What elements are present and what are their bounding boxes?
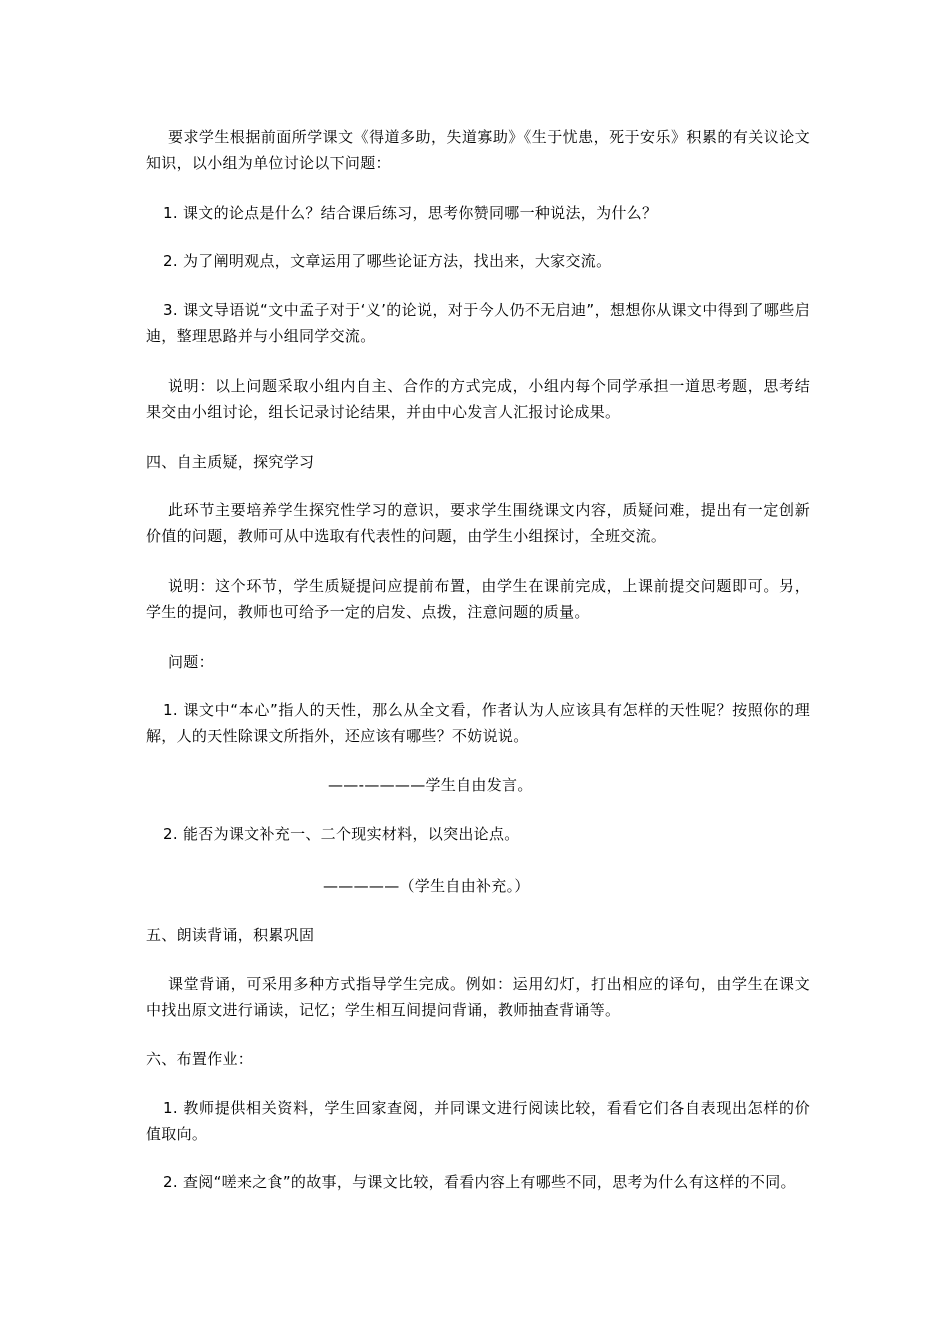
section-heading-4: 四、自主质疑，探究学习 [146,453,315,471]
answer-line-1: ——-————学生自由发言。 [328,776,533,794]
answer-line-2: —————（学生自由补充。） [323,877,530,895]
question-2: 2. 为了阐明观点，文章运用了哪些论证方法，找出来，大家交流。 [163,252,612,270]
note-paragraph-2: 说明：这个环节，学生质疑提问应提前布置，由学生在课前完成，上课前提交问题即可。另，学生的提问，教师也可给予一定的启发、点拨，注意问题的质量。 [146,577,810,621]
section-heading-5: 五、朗读背诵，积累巩固 [146,926,315,944]
question-1: 1. 课文的论点是什么？结合课后练习，思考你赞同哪一种说法，为什么？ [163,204,658,222]
question-3: 3. 课文导语说“文中孟子对于‘义’的论说，对于今人仍不无启迪”，想想你从课文中得到了哪些启迪，整理思路并与小组同学交流。 [146,301,810,345]
section-heading-6: 六、布置作业： [146,1050,254,1068]
homework-1: 1. 教师提供相关资料，学生回家查阅，并同课文进行阅读比较，看看它们各自表现出怎样的价值取向。 [146,1099,810,1143]
questions-label: 问题： [168,653,214,671]
discussion-question-2: 2. 能否为课文补充一、二个现实材料，以突出论点。 [163,825,520,843]
section-4-paragraph: 此环节主要培养学生探究性学习的意识，要求学生围绕课文内容，质疑问难，提出有一定创新价值的问题，教师可从中选取有代表性的问题，由学生小组探讨，全班交流。 [146,501,810,545]
intro-paragraph: 要求学生根据前面所学课文《得道多助，失道寡助》《生于忧患，死于安乐》积累的有关议论文知识，以小组为单位讨论以下问题： [146,128,810,172]
note-paragraph-1: 说明：以上问题采取小组内自主、合作的方式完成，小组内每个同学承担一道思考题，思考结果交由小组讨论，组长记录讨论结果，并由中心发言人汇报讨论成果。 [146,377,810,421]
discussion-question-1: 1. 课文中“本心”指人的天性，那么从全文看，作者认为人应该具有怎样的天性呢？按照你的理解，人的天性除课文所指外，还应该有哪些？不妨说说。 [146,701,810,745]
section-5-paragraph: 课堂背诵，可采用多种方式指导学生完成。例如：运用幻灯，打出相应的译句，由学生在课文中找出原文进行诵读，记忆；学生相互间提问背诵，教师抽查背诵等。 [146,975,810,1019]
homework-2: 2. 查阅“嗟来之食”的故事，与课文比较，看看内容上有哪些不同，思考为什么有这样的不同。 [163,1173,796,1191]
